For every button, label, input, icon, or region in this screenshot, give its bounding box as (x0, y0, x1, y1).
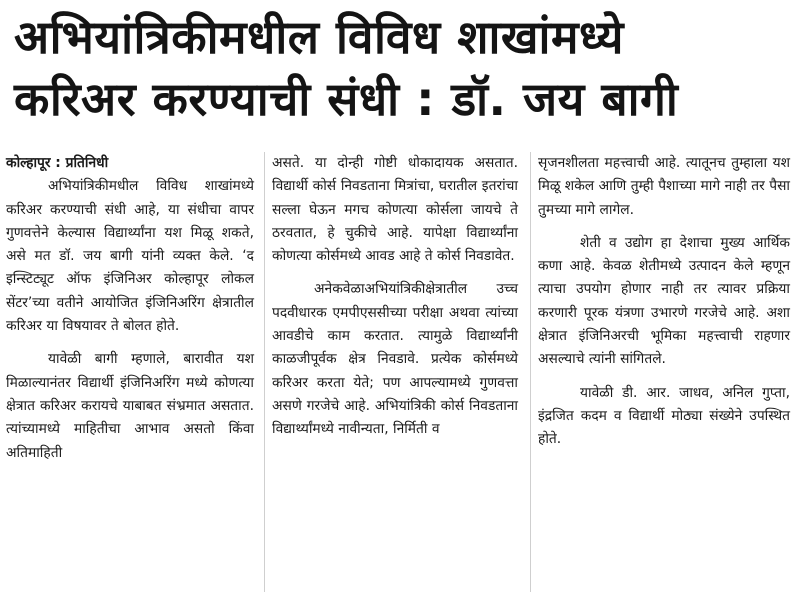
column-3-paragraph-2: शेती व उद्योग हा देशाचा मुख्य आर्थिक कणा आहे. केवळ शेतीमध्ये उत्पादन केले म्हणून त्याचा उपयोग होणार नाही तर त्यावर प्रक्रिया करणारी पूरक यंत्रणा उभारणे गरजेचे आहे. अशा क्षेत्रात इंजिनिअरची भूमिका महत्त्वाची राहणार असल्याचे त्यांनी सांगितले. (538, 234, 790, 368)
column-1-paragraph-2: यावेळी बागी म्हणाले, बारावीत यश मिळाल्यानंतर विद्यार्थी इंजिनिअरिंग मध्ये कोणत्या क्षेत्रात करिअर करायचे याबाबत संभ्रमात असतात. त्यांच्यामध्ये माहितीचा आभाव असतो किंवा अतिमाहिती (6, 351, 254, 461)
headline-line-1: अभियांत्रिकीमधील विविध शाखांमध्ये (14, 10, 624, 64)
column-2-paragraph-1: असते. या दोन्ही गोष्टी धोकादायक असतात. विद्यार्थी कोर्स निवडताना मित्रांचा, घरातील इतरांचा सल्ला घेऊन मगच कोणत्या कोर्सला जायचे ते ठरवतात, हे चुकीचे आहे. यापेक्षा विद्यार्थ्यांना कोणत्या कोर्समध्ये आवड आहे ते कोर्स निवडावेत. (272, 155, 518, 265)
column-divider-2 (530, 152, 531, 592)
column-3-paragraph-1: सृजनशीलता महत्त्वाची आहे. त्यातूनच तुम्हाला यश मिळू शकेल आणि तुम्ही पैशाच्या मागे नाही तर पैसा तुमच्या मागे लागेल. (538, 155, 790, 218)
headline-line-2: करिअर करण्याची संधी : डॉ. जय बागी (14, 72, 679, 126)
article-column-1 (6, 152, 254, 465)
column-1-paragraph-1: अभियांत्रिकीमधील विविध शाखांमध्ये करिअर करण्याची संधी आहे, या संधीचा वापर गुणवत्तेने केल्यास विद्यार्थ्यांना यश मिळू शकते, असे मत डॉ. जय बागी यांनी व्यक्त केले. ‘द इन्स्टिट्यूट ऑफ इंजिनिअर कोल्हापूर लोकल सेंटर’च्या वतीने आयोजित इंजिनिअरिंग क्षेत्रातील करिअर या विषयावर ते बोलत होते. (6, 178, 254, 335)
headline (14, 6, 786, 130)
column-divider-1 (264, 152, 265, 592)
article-column-2 (272, 152, 518, 442)
column-2-paragraph-2: अनेकवेळाअभियांत्रिकीक्षेत्रातील उच्च पदवीधारक एमपीएससीच्या परीक्षा अथवा त्यांच्या आवडीचे काम करतात. त्यामुळे विद्यार्थ्यांनी काळजीपूर्वक क्षेत्र निवडावे. प्रत्येक कोर्समध्ये करिअर करता येते; पण आपल्यामध्ये गुणवत्ता असणे गरजेचे आहे. अभियांत्रिकी कोर्स निवडताना विद्यार्थ्यांमध्ये नावीन्यता, निर्मिती व (272, 281, 518, 438)
dateline: कोल्हापूर : प्रतिनिधी (6, 155, 109, 171)
article-column-3 (538, 152, 790, 452)
column-3-paragraph-3: यावेळी डी. आर. जाधव, अनिल गुप्ता, इंद्रजित कदम व विद्यार्थी मोठ्या संख्येने उपस्थित होते. (538, 384, 790, 448)
